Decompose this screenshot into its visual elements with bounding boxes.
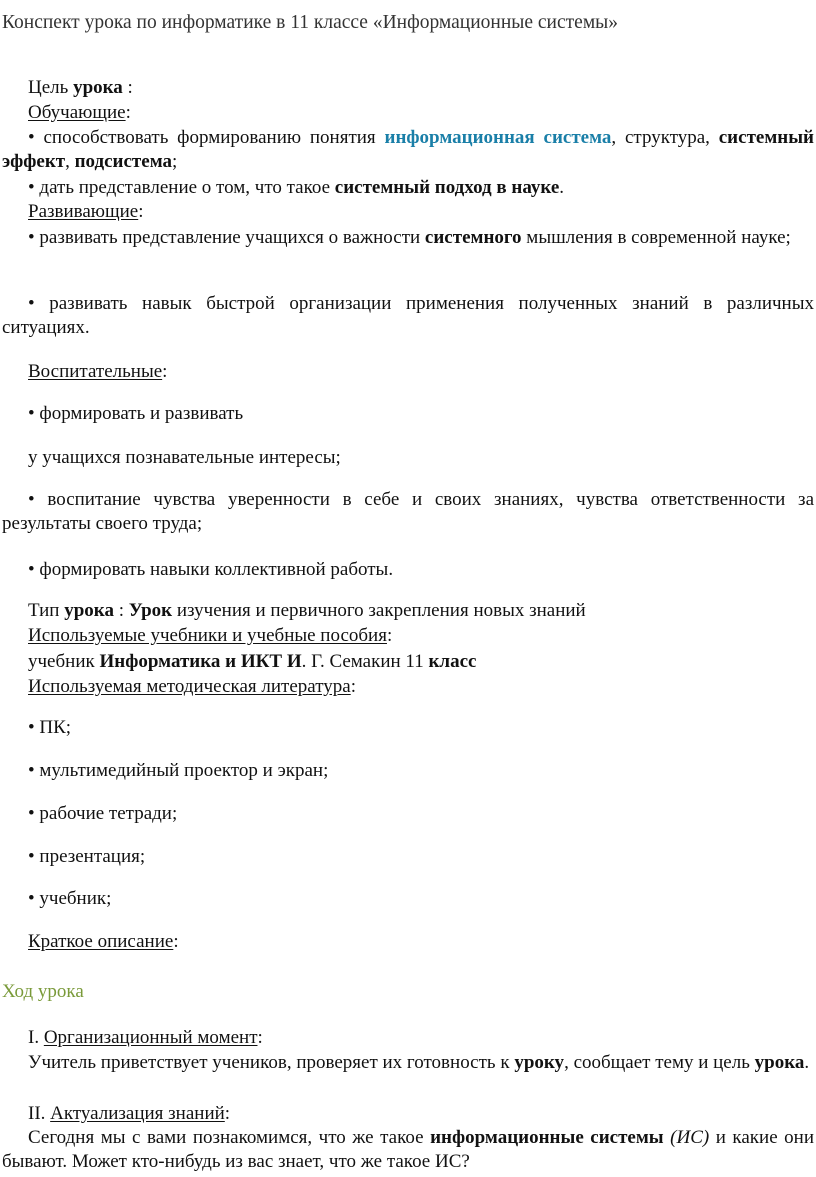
stage-1-heading: I. Организационный момент: (28, 1027, 263, 1048)
stage-2-heading: II. Актуализация знаний: (28, 1103, 231, 1124)
course-heading: Ход урока (2, 981, 84, 1002)
educational-item-1-cont: у учащихся познавательные интересы; (28, 447, 341, 468)
educational-item-3: • формировать навыки коллективной работы. (28, 559, 394, 580)
stage-2-text: Сегодня мы с вами познакомимся, что же такое информационные системы (ИС) и какие они бывают. Может кто-нибудь из вас знает, что же такое ИС? (2, 1127, 814, 1172)
literature-item: • мультимедийный проектор и экран; (28, 760, 329, 781)
teaching-item-2: • дать представление о том, что такое системный подход в науке. (28, 177, 565, 198)
lesson-type-line: Тип урока : Урок изучения и первичного закрепления новых знаний (28, 600, 586, 621)
teaching-heading: Обучающие: (28, 102, 131, 123)
literature-item: • презентация; (28, 846, 146, 867)
developing-item-1: • развивать представление учащихся о важности системного мышления в современной науке; (28, 227, 791, 248)
developing-item-2: • развивать навык быстрой организации применения полученных знаний в различных ситуациях. (2, 293, 814, 338)
textbook-line: учебник Информатика и ИКТ И. Г. Семакин 11 класс (28, 651, 477, 672)
stage-1-text: Учитель приветствует учеников, проверяет их готовность к уроку, сообщает тему и цель урока. (28, 1052, 810, 1073)
textbooks-heading: Используемые учебники и учебные пособия: (28, 625, 393, 646)
developing-heading: Развивающие: (28, 201, 144, 222)
summary-heading: Краткое описание: (28, 931, 179, 952)
literature-heading: Используемая методическая литература: (28, 676, 356, 697)
literature-item: • учебник; (28, 888, 112, 909)
literature-item: • рабочие тетради; (28, 803, 178, 824)
goal-line: Цель урока : (28, 77, 133, 98)
educational-item-1: • формировать и развивать (28, 403, 244, 424)
document-title: Конспект урока по информатике в 11 классе «Информационные системы» (2, 12, 619, 33)
educational-item-2: • воспитание чувства уверенности в себе и своих знаниях, чувства ответственности за результаты своего труда; (2, 489, 814, 534)
educational-heading: Воспитательные: (28, 361, 168, 382)
literature-item: • ПК; (28, 717, 72, 738)
teaching-item-1: • способствовать формированию понятия информационная система, структура, системный эффект, подсистема; (2, 127, 815, 172)
